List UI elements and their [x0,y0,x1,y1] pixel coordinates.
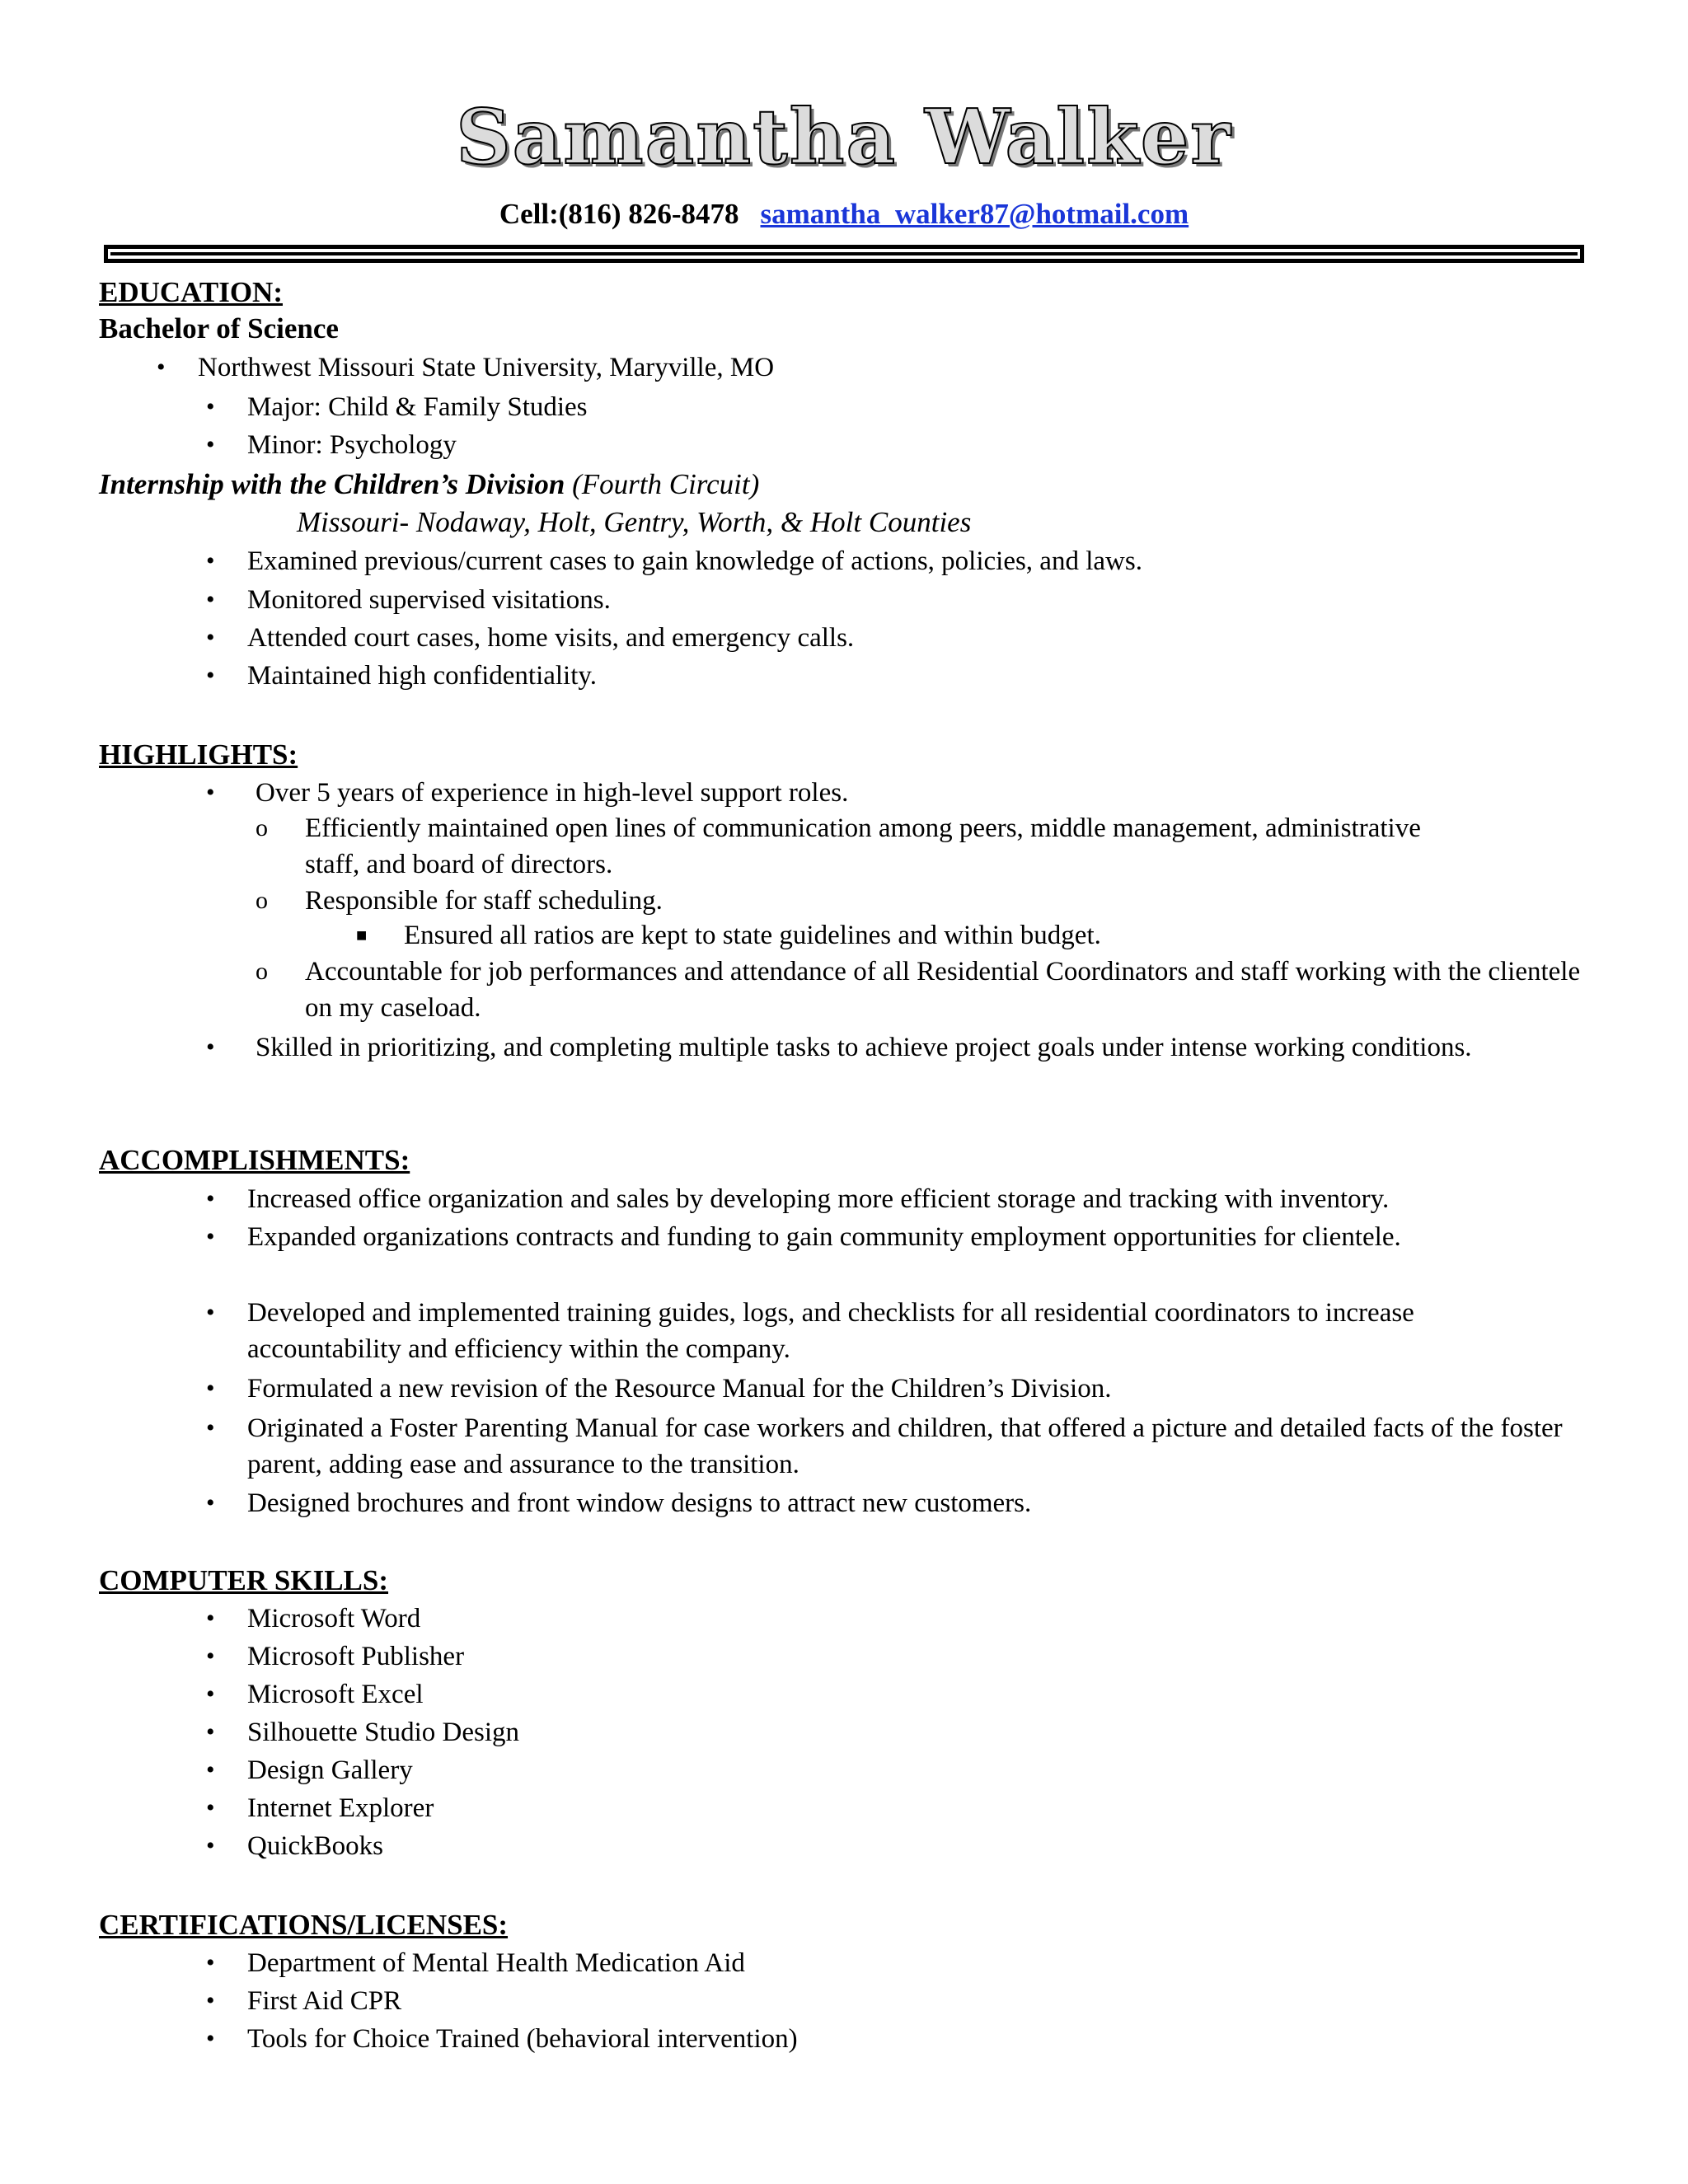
bullet-icon: • [206,1680,215,1708]
bullet-icon: • [206,1375,215,1402]
list-item [256,954,1582,1026]
list-item-text: Internet Explorer [247,1793,434,1823]
email-link[interactable]: samantha_walker87@hotmail.com [760,198,1189,230]
header-divider [104,245,1584,263]
list-item [206,1790,1236,1826]
list-item [206,1983,1401,2019]
bullet-icon: • [157,354,166,381]
list-item-text: Department of Mental Health Medication Aid [247,1948,745,1978]
internship-location: Missouri- Nodaway, Holt, Gentry, Worth, & Holt Counties [297,506,972,538]
list-item [206,1752,1236,1788]
major-text: Major: Child & Family Studies [247,392,588,422]
list-item-text: Efficiently maintained open lines of communication among peers, middle management, administrative staff, and board of directors. [305,813,1421,879]
list-item-text: Expanded organizations contracts and funding to gain community employment opportunities for clientele. [247,1222,1401,1252]
list-item [206,389,1566,425]
list-item-text: Microsoft Word [247,1604,421,1633]
bullet-icon: • [206,662,215,689]
bullet-icon: • [206,1605,215,1632]
list-item [206,1410,1574,1483]
bullet-icon: • [206,1033,215,1061]
list-item-text: Responsible for staff scheduling. [305,886,663,916]
highlights-heading: HIGHLIGHTS: [99,738,298,771]
list-item [206,1485,1566,1521]
candidate-name: Samantha Walker [456,92,1232,181]
education-heading: EDUCATION: [99,276,283,308]
cell-phone: Cell:(816) 826-8478 [499,198,739,230]
bullet-icon: • [206,1489,215,1516]
bullet-icon: • [206,1643,215,1670]
bullet-icon: • [206,1756,215,1783]
square-bullet-icon: ■ [356,925,368,945]
list-item-text: Examined previous/current cases to gain knowledge of actions, policies, and laws. [247,546,1142,576]
list-item-text: Developed and implemented training guides, logs, and checklists for all residential coordinators to increase accountability and efficiency within the company. [247,1298,1414,1364]
list-item-text: Design Gallery [247,1755,413,1785]
bullet-icon: • [206,547,215,574]
list-item-text: Maintained high confidentiality. [247,661,598,691]
list-item [206,1295,1517,1367]
bullet-icon: • [206,431,215,458]
list-item [206,1638,1236,1675]
minor-text: Minor: Psychology [247,430,457,460]
list-item [206,1181,1599,1217]
school-text: Northwest Missouri State University, Maryville, MO [198,353,775,382]
circle-bullet-icon: o [256,887,268,914]
list-item [206,658,1566,694]
list-item [206,1714,1236,1750]
bullet-icon: • [206,1223,215,1250]
bullet-icon: • [206,1794,215,1821]
list-item-text: First Aid CPR [247,1986,402,2016]
list-item [206,1945,1401,1981]
certifications-heading: CERTIFICATIONS/LICENSES: [99,1909,509,1941]
bullet-icon: • [206,586,215,613]
internship-title [99,470,759,499]
list-item-text: Microsoft Excel [247,1680,424,1709]
list-item [206,775,1574,811]
list-item [356,917,1475,954]
list-item [206,1828,1236,1864]
list-item-text: Over 5 years of experience in high-level support roles. [256,778,849,808]
list-item-text: QuickBooks [247,1831,383,1861]
list-item [206,620,1566,656]
list-item-text: Skilled in prioritizing, and completing multiple tasks to achieve project goals under intense working conditions. [256,1033,1472,1062]
circle-bullet-icon: o [256,958,268,985]
internship-name: Internship with the Children’s Division [99,468,565,500]
list-item-text: Attended court cases, home visits, and emergency calls. [247,623,855,653]
internship-circuit: (Fourth Circuit) [572,468,760,500]
list-item-text: Increased office organization and sales by developing more efficient storage and tracking with inventory. [247,1184,1390,1214]
list-item [206,543,1566,579]
list-item [206,1029,1541,1066]
list-item-text: Monitored supervised visitations. [247,585,611,615]
list-item [206,582,1566,618]
bullet-icon: • [206,2025,215,2052]
list-item [157,349,1517,386]
list-item-text: Designed brochures and front window designs to attract new customers. [247,1488,1032,1518]
computer-skills-heading: COMPUTER SKILLS: [99,1564,389,1596]
list-item-text: Originated a Foster Parenting Manual for case workers and children, that offered a picture and detailed facts of the foster parent, adding ease and assurance to the transition. [247,1413,1563,1479]
list-item-text: Microsoft Publisher [247,1642,465,1671]
bullet-icon: • [206,779,215,806]
contact-line [0,199,1688,228]
list-item-text: Silhouette Studio Design [247,1718,519,1747]
list-item [206,2021,1401,2057]
bullet-icon: • [206,1832,215,1859]
list-item [206,427,1566,463]
bullet-icon: • [206,1299,215,1326]
bullet-icon: • [206,1987,215,2014]
bullet-icon: • [206,1185,215,1212]
list-item-text: Accountable for job performances and attendance of all Residential Coordinators and staff working with the clientele on my caseload. [305,957,1581,1023]
list-item [256,810,1434,883]
list-item-text: Formulated a new revision of the Resource Manual for the Children’s Division. [247,1374,1112,1404]
list-item [206,1371,1566,1407]
degree-title: Bachelor of Science [99,312,339,344]
accomplishments-heading: ACCOMPLISHMENTS: [99,1144,410,1176]
list-item [256,883,1459,919]
bullet-icon: • [206,624,215,651]
bullet-icon: • [206,1718,215,1746]
bullet-icon: • [206,393,215,420]
list-item [206,1601,1236,1637]
circle-bullet-icon: o [256,814,268,841]
list-item [206,1219,1517,1255]
bullet-icon: • [206,1414,215,1441]
bullet-icon: • [206,1949,215,1976]
list-item-text: Ensured all ratios are kept to state guidelines and within budget. [404,921,1101,950]
list-item [206,1676,1236,1713]
list-item-text: Tools for Choice Trained (behavioral intervention) [247,2024,798,2054]
